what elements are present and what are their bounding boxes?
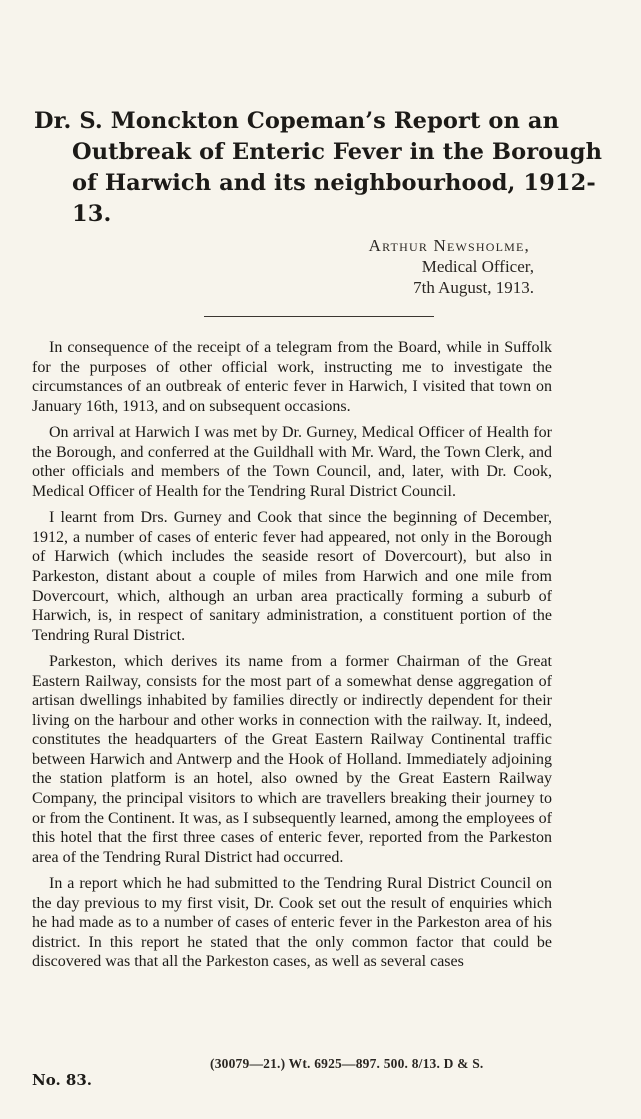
signatory-role: Medical Officer, [421, 257, 534, 276]
report-body [32, 338, 552, 979]
document-number: No. 83. [32, 1071, 92, 1089]
report-title [34, 106, 614, 230]
signature-block [368, 235, 534, 298]
paragraph-4: Parkeston, which derives its name from a former Chairman of the Great Eastern Railway, consists for the most part of a somewhat dense aggregation of artisan dwellings inhabited by families directly or indirectly dependent for their living on the harbour and other works in connection with the railway. It, indeed, constitutes the headquarters of the Great Eastern Railway Continental traffic between Harwich and Antwerp and the Hook of Holland. Immediately adjoining the station platform is an hotel, also owned by the Great Eastern Railway Company, the principal visitors to which are travellers breaking their journey to or from the Continent. It was, as I subsequently learned, among the employees of this hotel that the first three cases of enteric fever, reported from the Parkeston area of the Tendring Rural District had occurred. [32, 653, 552, 866]
paragraph-3: I learnt from Drs. Gurney and Cook that since the beginning of December, 1912, a number of cases of enteric fever had appeared, not only in the Borough of Harwich (which includes the seaside resort of Dovercourt), but also in Parkeston, distant about a couple of miles from Harwich and one mile from Dovercourt, which, although an urban area practically forming a suburb of Harwich, is, in respect of sanitary administration, a constituent portion of the Tendring Rural District. [32, 509, 552, 644]
title-line-3: of Harwich and its neighbourhood, 1912-13. [72, 170, 596, 227]
paragraph-5: In a report which he had submitted to the Tendring Rural District Council on the day previous to my first visit, Dr. Cook set out the result of enquiries which he had made as to a number of cases of enteric fever in the Parkeston area of his district. In this report he stated that the only common factor that could be discovered was that all the Parkeston cases, as well as several cases [32, 875, 552, 971]
divider-rule [204, 316, 434, 317]
title-line-2: Outbreak of Enteric Fever in the Borough [72, 139, 603, 165]
paragraph-2: On arrival at Harwich I was met by Dr. Gurney, Medical Officer of Health for the Borough, and conferred at the Guildhall with Mr. Ward, the Town Clerk, and other officials and members of the Town Council, and, later, with Dr. Cook, Medical Officer of Health for the Tendring Rural District Council. [32, 424, 552, 500]
printer-imprint: (30079—21.) Wt. 6925—897. 500. 8/13. D & S. [210, 1056, 484, 1071]
signature-date: 7th August, 1913. [413, 278, 534, 297]
title-line-1: Dr. S. Monckton Copeman’s Report on an [34, 108, 560, 134]
paragraph-1: In consequence of the receipt of a telegram from the Board, while in Suffolk for the purposes of other official work, instructing me to investigate the circumstances of an outbreak of enteric fever in Harwich, I visited that town on January 16th, 1913, and on subsequent occasions. [32, 339, 552, 415]
signatory-name: Arthur Newsholme, [368, 236, 530, 255]
